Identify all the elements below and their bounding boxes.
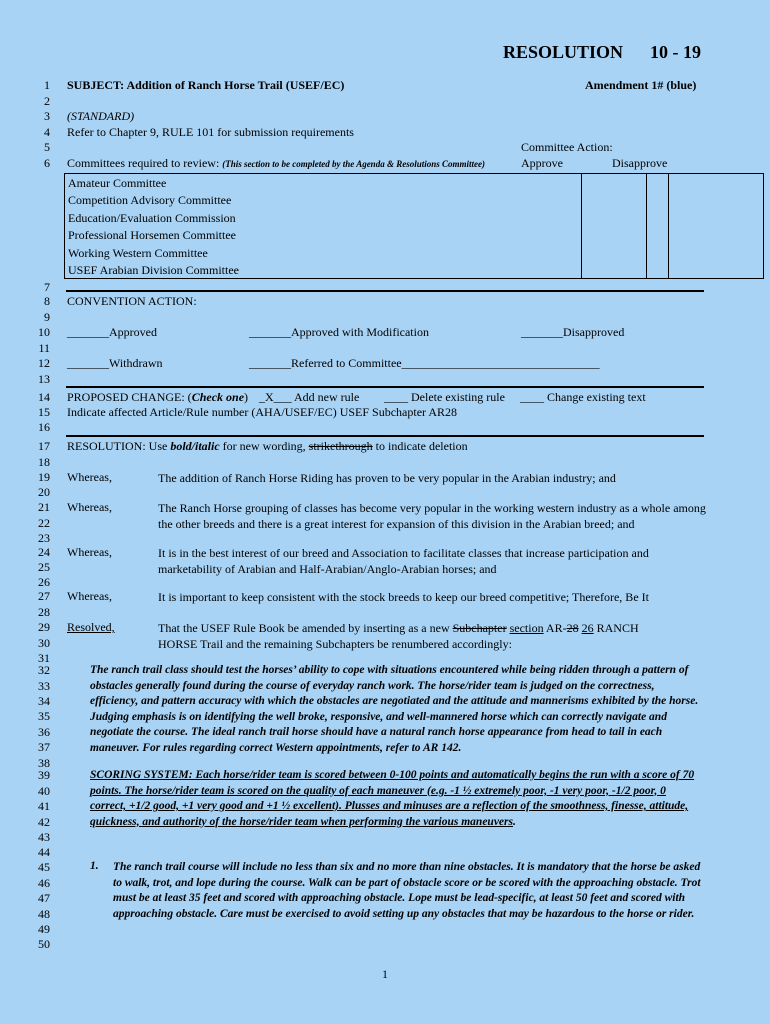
item-one-text: The ranch trail course will include no less than six and no more than nine obstacles. It is mandatory that the horse be asked to walk, trot, and lope during the course. Walk can be part of obstacle score or be scored with the approaching obstacle. Trot must be at least 35 feet and scored with approaching obstacle. Lope must be lead-specific, at least 50 feet and scored with approaching obstacle. Care must be exercised to avoid setting up any obstacles that may be hazardous to the horse or rider. (113, 861, 701, 920)
page-number: 1 (382, 967, 388, 981)
resolution-instruction: RESOLUTION: Use bold/italic for new wording, strikethrough to indicate deletion (67, 439, 468, 453)
line-number: 16 (38, 420, 50, 434)
change-text-option: ____ Change existing text (520, 390, 646, 404)
committee-name: Education/Evaluation Commission (68, 210, 236, 225)
line-number: 18 (38, 455, 50, 469)
committees-note: (This section to be completed by the Agenda & Resolutions Committee) (222, 159, 485, 169)
resolved-label: Resolved, (67, 620, 115, 634)
line-number: 29 (38, 620, 50, 634)
disapprove-header: Disapprove (612, 156, 668, 170)
committees-required-label: Committees required to review: (67, 156, 220, 170)
line-number: 13 (38, 372, 50, 386)
committee-list-cell (65, 174, 582, 279)
whereas-label: Whereas, (67, 545, 112, 559)
line-number: 38 (38, 756, 50, 770)
approve-cell[interactable] (582, 174, 647, 279)
whereas-label: Whereas, (67, 500, 112, 514)
committee-name: Amateur Committee (68, 176, 167, 190)
approve-header: Approve (521, 156, 563, 170)
line-number: 32 (38, 663, 50, 677)
line-number: 17 (38, 439, 50, 453)
whereas-text: The Ranch Horse grouping of classes has become very popular in the working western industry as a whole among the other breeds and there is a great interest for expansion of this division in the Arabian breed; and (158, 501, 706, 531)
item-number: 1. (90, 860, 99, 872)
amendment: Amendment 1# (blue) (585, 78, 697, 92)
disapprove-cell[interactable] (669, 174, 764, 279)
committee-name: Working Western Committee (68, 245, 208, 260)
line-number: 47 (38, 891, 50, 905)
committee-table (64, 173, 764, 279)
line-number: 3 (44, 109, 50, 123)
line-number: 12 (38, 356, 50, 370)
line-number: 30 (38, 636, 50, 650)
check-one: Check one (191, 390, 245, 404)
delete-rule-option: ____ Delete existing rule (384, 390, 505, 404)
line-number: 31 (38, 651, 50, 665)
proposed-change-label: PROPOSED CHANGE: (Check one) (67, 390, 249, 404)
ranch-trail-description: The ranch trail class should test the horses’ ability to cope with situations encountered while being ridden through a pattern of obstacles generally found during the course of everyday ranch work. The horse/rider team is judged on the correctness, efficiency, and pattern accuracy with which the obstacles are negotiated and the attitude and mannerisms exhibited by the horse. Judging emphasis is on identifying the well broke, responsive, and well-mannered horse which can correctly navigate and negotiate the course. The ideal ranch trail horse should have a natural ranch horse appearance from head to tail in each maneuver. For rules regarding correct Western appointments, refer to AR 142. (90, 664, 699, 754)
scoring-system: SCORING SYSTEM: Each horse/rider team is scored between 0-100 points and automatically begins the run with a score of 70 points. The horse/rider team is scored on the quality of each maneuver (e.g. -1 ½ extremely poor, -1 very poor, -1/2 poor, 0 correct, +1/2 good, +1 very good and +1 ½ excellent). Plusses and minuses are a reflection of the smoothness, finesse, attitude, quickness, and authority of the horse/rider team when performing the various maneuvers. (90, 769, 695, 828)
committee-action-label: Committee Action: (521, 140, 613, 154)
divider-rule (66, 290, 704, 292)
line-number: 20 (38, 485, 50, 499)
line-number: 48 (38, 907, 50, 921)
committee-name: Professional Horsemen Committee (68, 228, 236, 243)
whereas-label: Whereas, (67, 470, 112, 484)
line-number: 33 (38, 679, 50, 693)
line-number: 4 (44, 125, 50, 139)
refer-text: Refer to Chapter 9, RULE 101 for submission requirements (67, 125, 354, 139)
line-number: 26 (38, 575, 50, 589)
line-number: 35 (38, 709, 50, 723)
add-new-rule-option: _X___ Add new rule (259, 390, 360, 404)
committee-name: USEF Arabian Division Committee (68, 263, 239, 278)
line-number: 5 (44, 140, 50, 154)
resolution-title: RESOLUTION (503, 42, 624, 62)
line-number: 39 (38, 768, 50, 782)
spacer-cell (647, 174, 669, 279)
line-number: 49 (38, 922, 50, 936)
approved-option: _______Approved (67, 325, 157, 339)
line-number: 14 (38, 390, 50, 404)
line-number: 10 (38, 325, 50, 339)
resolved-text: That the USEF Rule Book be amended by inserting as a new Subchapter section AR-28 26 RANCH HORSE Trail and the remaining Subchapters be renumbered accordingly: (158, 621, 639, 651)
divider-rule (66, 435, 704, 437)
line-number: 46 (38, 876, 50, 890)
subject: SUBJECT: Addition of Ranch Horse Trail (USEF/EC) (67, 78, 345, 92)
line-number: 28 (38, 605, 50, 619)
line-number: 7 (44, 280, 50, 294)
line-number: 40 (38, 784, 50, 798)
line-number: 23 (38, 531, 50, 545)
whereas-text: The addition of Ranch Horse Riding has proven to be very popular in the Arabian industry; and (158, 471, 616, 485)
committees-required (67, 156, 485, 171)
whereas-text: It is important to keep consistent with the stock breeds to keep our breed competitive; Therefore, Be It (158, 590, 649, 604)
line-number: 2 (44, 94, 50, 108)
divider-rule (66, 386, 704, 388)
line-number: 42 (38, 815, 50, 829)
line-number: 22 (38, 516, 50, 530)
line-number: 11 (38, 341, 50, 355)
whereas-label: Whereas, (67, 589, 112, 603)
line-number: 43 (38, 830, 50, 844)
resolution-number: 10 - 19 (650, 42, 701, 62)
committee-name: Competition Advisory Committee (68, 193, 232, 208)
line-number: 37 (38, 740, 50, 754)
line-number: 36 (38, 725, 50, 739)
withdrawn-option: _______Withdrawn (67, 356, 163, 370)
line-number: 1 (44, 78, 50, 92)
line-number: 21 (38, 500, 50, 514)
line-number: 8 (44, 294, 50, 308)
line-number: 41 (38, 799, 50, 813)
approved-mod-option: _______Approved with Modification (249, 325, 429, 339)
line-number: 45 (38, 860, 50, 874)
indicate-affected-rule: Indicate affected Article/Rule number (AHA/USEF/EC) USEF Subchapter AR28 (67, 405, 458, 419)
disapproved-option: _______Disapproved (521, 325, 625, 339)
line-number: 25 (38, 560, 50, 574)
convention-action-label: CONVENTION ACTION: (67, 294, 197, 308)
referred-option: _______Referred to Committee_________________________________ (249, 356, 600, 370)
line-number: 24 (38, 545, 50, 559)
line-number: 6 (44, 156, 50, 170)
line-number: 15 (38, 405, 50, 419)
whereas-text: It is in the best interest of our breed and Association to facilitate classes that increase participation and marketability of Arabian and Half-Arabian/Anglo-Arabian horses; and (158, 546, 649, 576)
standard-label: (STANDARD) (67, 109, 135, 123)
line-number: 34 (38, 694, 50, 708)
line-number: 19 (38, 470, 50, 484)
line-number: 50 (38, 937, 50, 951)
line-number: 9 (44, 310, 50, 324)
line-number: 27 (38, 589, 50, 603)
line-number: 44 (38, 845, 50, 859)
